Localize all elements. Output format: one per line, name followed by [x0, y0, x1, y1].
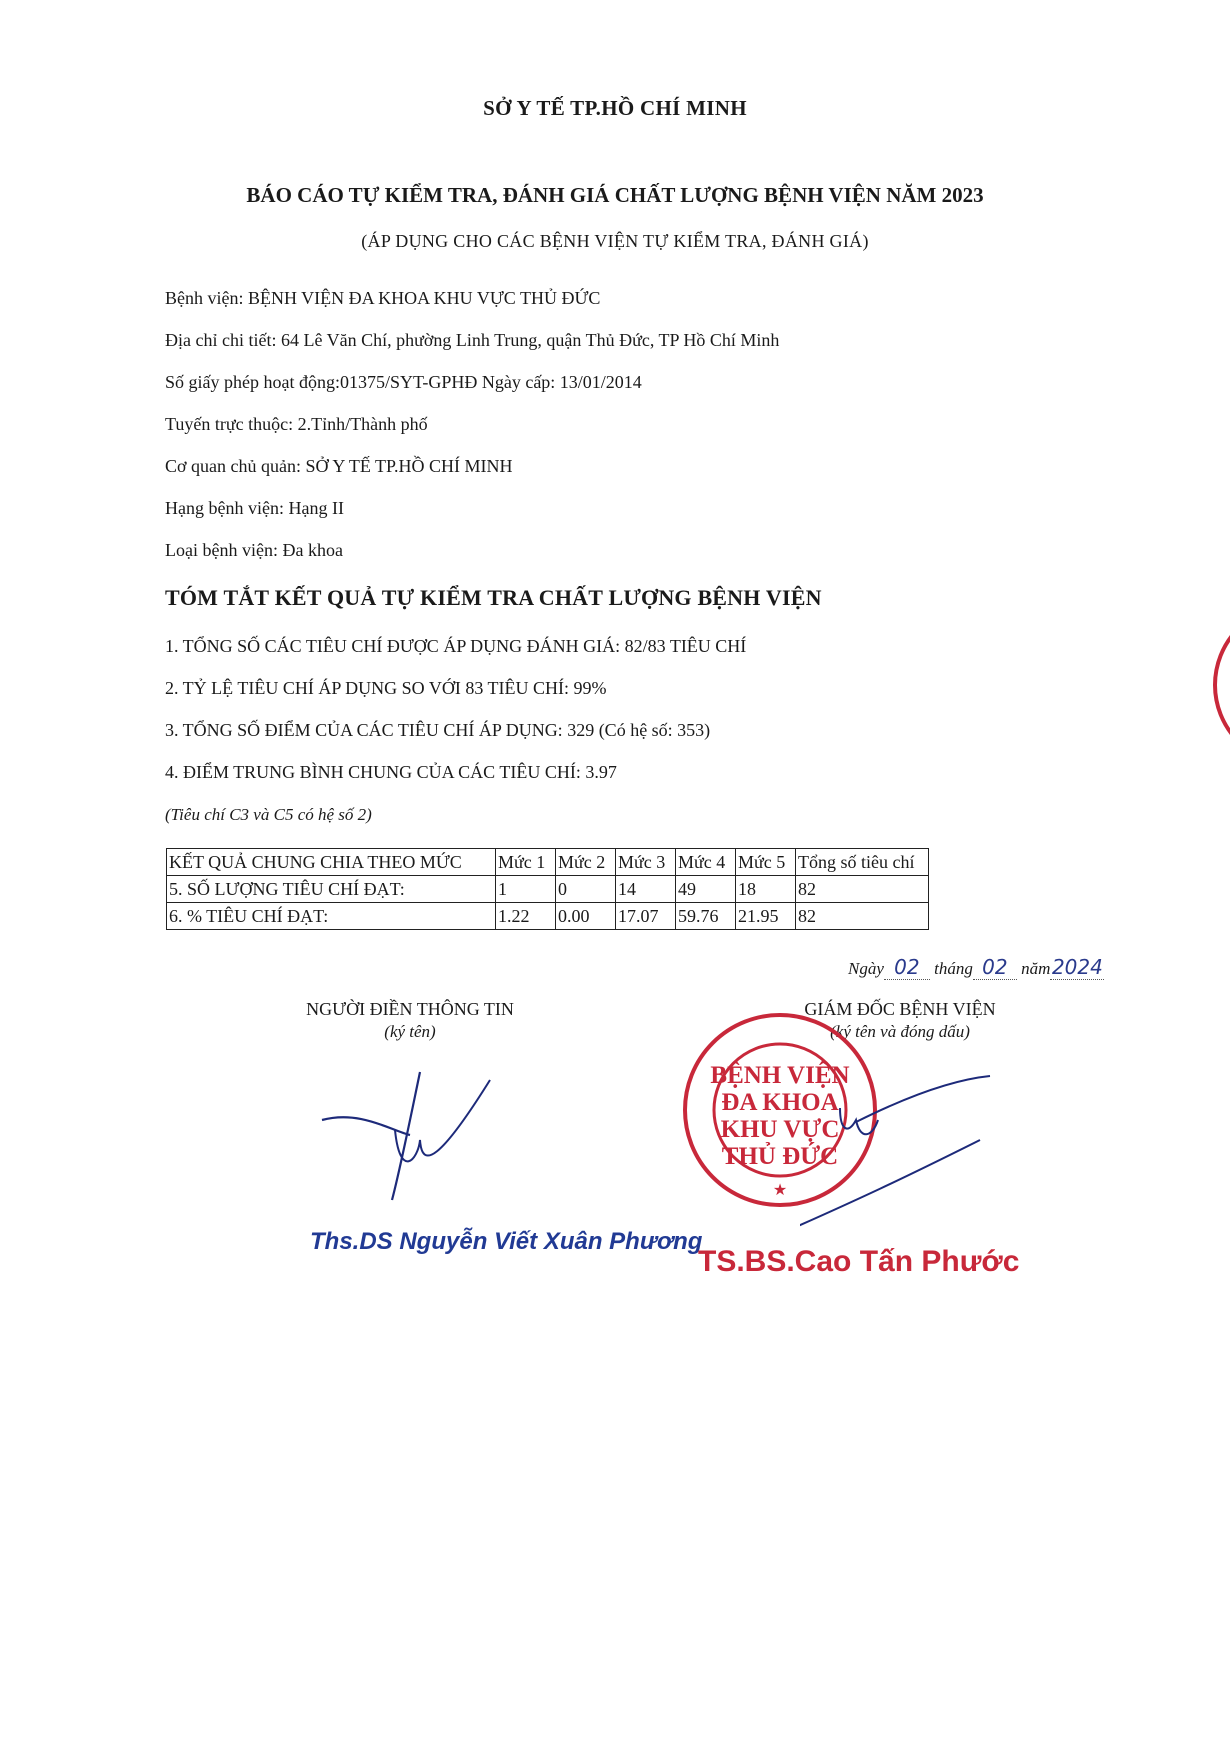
left-signature-scribble: [300, 1060, 520, 1210]
date-line: [848, 955, 1104, 980]
right-signer-subtitle: (ký tên và đóng dấu): [830, 1022, 970, 1041]
license-line: Số giấy phép hoạt động:01375/SYT-GPHĐ Ngày cấp: 13/01/2014: [165, 372, 642, 392]
table-cell: 1.22: [496, 903, 556, 930]
edge-stamp-fragment: [1200, 600, 1230, 770]
table-header-cell: Mức 5: [736, 849, 796, 876]
summary-line-2: 2. TỶ LỆ TIÊU CHÍ ÁP DỤNG SO VỚI 83 TIÊU CHÍ: 99%: [165, 678, 607, 698]
table-cell: 5. SỐ LƯỢNG TIÊU CHÍ ĐẠT:: [167, 876, 496, 903]
table-cell: 59.76: [676, 903, 736, 930]
tier-line: Tuyến trực thuộc: 2.Tỉnh/Thành phố: [165, 414, 428, 434]
address-line: Địa chỉ chi tiết: 64 Lê Văn Chí, phường Linh Trung, quận Thủ Đức, TP Hồ Chí Minh: [165, 330, 780, 350]
summary-line-1: 1. TỔNG SỐ CÁC TIÊU CHÍ ĐƯỢC ÁP DỤNG ĐÁNH GIÁ: 82/83 TIÊU CHÍ: [165, 636, 747, 656]
table-header-row: [167, 849, 929, 876]
report-subtitle: (ÁP DỤNG CHO CÁC BỆNH VIỆN TỰ KIỂM TRA, ĐÁNH GIÁ): [361, 231, 869, 251]
right-signer-name: TS.BS.Cao Tấn Phước: [698, 1245, 1020, 1278]
hospital-line: Bệnh viện: BỆNH VIỆN ĐA KHOA KHU VỰC THỦ ĐỨC: [165, 288, 601, 308]
svg-text:★: ★: [772, 1180, 788, 1199]
year-label: năm: [1021, 959, 1051, 978]
table-header-cell: Mức 3: [616, 849, 676, 876]
table-cell: 0.00: [556, 903, 616, 930]
table-cell: 17.07: [616, 903, 676, 930]
agency-name: SỞ Y TẾ TP.HỒ CHÍ MINH: [483, 96, 747, 120]
right-signature-scribble: [800, 1060, 1020, 1260]
table-cell: 14: [616, 876, 676, 903]
table-cell: 18: [736, 876, 796, 903]
authority-line: Cơ quan chủ quản: SỞ Y TẾ TP.HỒ CHÍ MINH: [165, 456, 513, 476]
right-signer-title: GIÁM ĐỐC BỆNH VIỆN: [804, 999, 996, 1019]
table-cell: 0: [556, 876, 616, 903]
summary-line-4: 4. ĐIỂM TRUNG BÌNH CHUNG CỦA CÁC TIÊU CHÍ: 3.97: [165, 762, 617, 782]
table-row: [167, 876, 929, 903]
summary-heading: TÓM TẮT KẾT QUẢ TỰ KIỂM TRA CHẤT LƯỢNG BỆNH VIỆN: [165, 585, 822, 610]
table-header-cell: Mức 1: [496, 849, 556, 876]
stamp-line: BỆNH VIỆN: [710, 1062, 850, 1089]
report-title: BÁO CÁO TỰ KIỂM TRA, ĐÁNH GIÁ CHẤT LƯỢNG BỆNH VIỆN NĂM 2023: [246, 183, 984, 207]
results-table: [166, 848, 929, 930]
summary-line-3: 3. TỔNG SỐ ĐIỂM CỦA CÁC TIÊU CHÍ ÁP DỤNG: 329 (Có hệ số: 353): [165, 720, 711, 740]
month-label: tháng: [934, 959, 973, 978]
left-signer-subtitle: (ký tên): [384, 1022, 436, 1041]
table-header-cell: KẾT QUẢ CHUNG CHIA THEO MỨC: [167, 849, 496, 876]
table-cell: 49: [676, 876, 736, 903]
type-line: Loại bệnh viện: Đa khoa: [165, 540, 343, 560]
day-label: Ngày: [848, 959, 884, 978]
table-row: [167, 903, 929, 930]
day-handwritten: 02: [894, 955, 920, 979]
table-header-cell: Mức 4: [676, 849, 736, 876]
table-cell: 82: [796, 903, 929, 930]
month-handwritten: 02: [982, 955, 1008, 979]
rank-line: Hạng bệnh viện: Hạng II: [165, 498, 344, 518]
table-header-cell: Tổng số tiêu chí: [796, 849, 929, 876]
stamp-line: THỦ ĐỨC: [721, 1143, 839, 1170]
table-cell: 82: [796, 876, 929, 903]
left-signer-name: Ths.DS Nguyễn Viết Xuân Phương: [310, 1228, 703, 1255]
coefficient-note: (Tiêu chí C3 và C5 có hệ số 2): [165, 805, 372, 824]
left-signer-title: NGƯỜI ĐIỀN THÔNG TIN: [306, 999, 514, 1019]
year-handwritten: 2024: [1051, 955, 1103, 979]
stamp-line: KHU VỰC: [720, 1116, 840, 1143]
table-cell: 1: [496, 876, 556, 903]
table-header-cell: Mức 2: [556, 849, 616, 876]
table-cell: 21.95: [736, 903, 796, 930]
stamp-line: ĐA KHOA: [721, 1089, 839, 1116]
table-cell: 6. % TIÊU CHÍ ĐẠT:: [167, 903, 496, 930]
